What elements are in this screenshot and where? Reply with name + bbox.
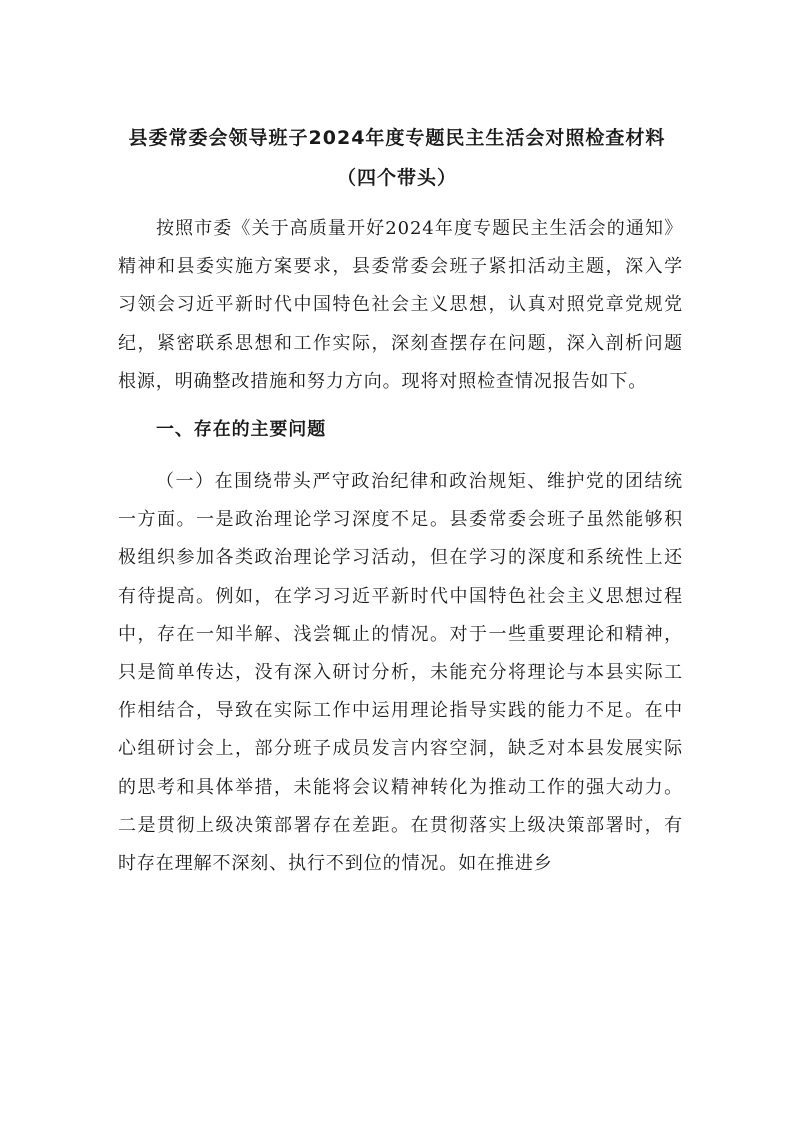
intro-paragraph: 按照市委《关于高质量开好2024年度专题民主生活会的通知》精神和县委实施方案要求，县委常委会班子紧扣活动主题，深入学习领会习近平新时代中国特色社会主义思想，认真对照党章党规党纪，紧密联系思想和工作实际，深刻查摆存在问题，深入剖析问题根源，明确整改措施和努力方向。现将对照检查情况报告如下。 bbox=[118, 218, 683, 392]
document-body bbox=[118, 210, 683, 883]
document-title: 县委常委会领导班子2024年度专题民主生活会对照检查材料（四个带头） bbox=[128, 127, 666, 189]
section-paragraph: （一）在围绕带头严守政治纪律和政治规矩、维护党的团结统一方面。一是政治理论学习深度不足。县委常委会班子虽然能够积极组织参加各类政治理论学习活动，但在学习的深度和系统性上还有待提高。例如，在学习习近平新时代中国特色社会主义思想过程中，存在一知半解、浅尝辄止的情况。对于一些重要理论和精神，只是简单传达，没有深入研讨分析，未能充分将理论与本县实际工作相结合，导致在实际工作中运用理论指导实践的能力不足。在中心组研讨会上，部分班子成员发言内容空洞，缺乏对本县发展实际的思考和具体举措，未能将会议精神转化为推动工作的强大动力。二是贯彻上级决策部署存在差距。在贯彻落实上级决策部署时，有时存在理解不深刻、执行不到位的情况。如在推进乡 bbox=[118, 471, 683, 875]
section-heading: 一、存在的主要问题 bbox=[156, 419, 327, 441]
